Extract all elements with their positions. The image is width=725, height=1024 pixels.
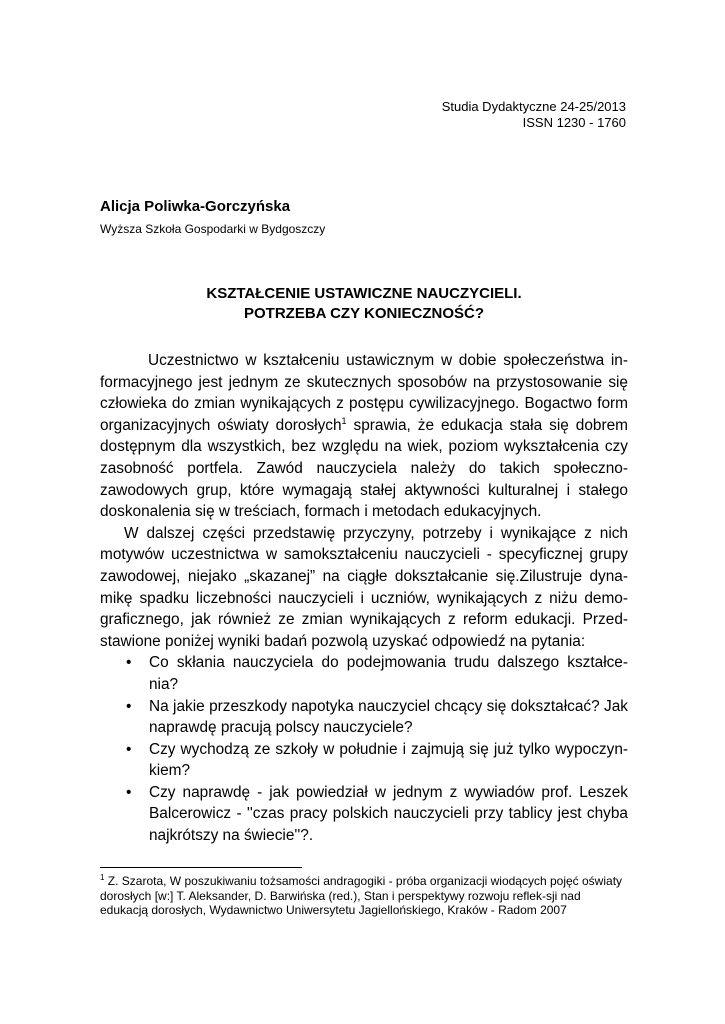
paragraph-1-text-a: Uczestnictwo w kształceniu ustawicznym w dobie społeczeństwa in-formacyjnego jest jednym ze skutecznych sposobów na przystosowanie się człowieka do zmian wynikających z postępu cywilizacyjnego. Bogactwo form organizacyjnych oświaty dorosłych [100,352,628,434]
footnote-marker: 1 [100,873,105,882]
paragraph-1-text-b: sprawia, że edukacja stała się dobrem dostępnym dla wszystkich, bez względu na wiek, poziom wykształcenia czy zasobność portfela. Zawód nauczyciela należy do takich społeczno-zawodowych grup, które wymagają stałej aktywności kulturalnej i stałego doskonalenia się w treściach, formach i metodach edukacyjnych. [100,416,628,521]
question-text: Na jakie przeszkody napotyka nauczyciel chcący się dokształcać? Jak naprawdę pracują polscy nauczyciele? [149,697,628,737]
footnote-divider [100,867,302,868]
author-name: Alicja Poliwka-Gorczyńska [100,198,291,215]
bullet-icon: • [126,697,132,715]
question-text: Czy wychodzą ze szkoły w południe i zajmują się już tylko wypoczyn-kiem? [149,740,628,780]
list-item [100,739,628,782]
bullet-icon: • [126,740,132,758]
paragraph-2: W dalszej części przedstawię przyczyny, potrzeby i wynikające z nich motywów uczestnictwa w samokształceniu nauczycieli - specyficznej grupy zawodowej, niejako „skazanej” na ciągłe dokształcanie się.Zilustruje dyna-mikę spadku liczebności nauczycieli i uczniów, wynikających z niżu demo-graficznego, jak również ze zmian wynikających z reform edukacji. Przed-stawione poniżej wyniki badań pozwolą uzyskać odpowiedź na pytania: [100,524,628,650]
author-affiliation: Wyższa Szkoła Gospodarki w Bydgoszczy [100,222,326,236]
journal-info [442,99,626,131]
question-text: Czy naprawdę - jak powiedział w jednym z wywiadów prof. Leszek Balcerowicz - ''czas pracy polskich nauczycieli przy tablicy jest chyba najkrótszy na świecie''?. [149,783,628,845]
footnote [100,874,624,918]
list-item [100,652,628,695]
footnote-text: Z. Szarota, W poszukiwaniu tożsamości andragogiki - próba organizacji wiodących pojęć oświaty dorosłych [w:] T. Aleksander, D. Barwińska (red.), Stan i perspektywy rozwoju reflek-sji nad edukacją dorosłych, Wydawnictwo Uniwersytetu Jagiellońskiego, Kraków - Radom 2007 [100,874,623,917]
article-body [100,350,628,847]
journal-title: Studia Dydaktyczne 24-25/2013 [441,99,626,114]
list-item [100,696,628,739]
bullet-icon: • [126,783,132,801]
article-title-line-1: KSZTAŁCENIE USTAWICZNE NAUCZYCIELI. [206,285,522,302]
article-title [100,284,628,324]
list-item [100,782,628,847]
question-text: Co skłania nauczyciela do podejmowania trudu dalszego kształce-nia? [149,654,628,693]
bullet-icon: • [126,654,132,672]
footnote-reference: 1 [341,415,347,426]
journal-issn: ISSN 1230 - 1760 [522,115,626,130]
article-title-line-2: POTRZEBA CZY KONIECZNOŚĆ? [243,305,484,322]
paragraph-1 [100,350,628,523]
question-list [100,652,628,846]
